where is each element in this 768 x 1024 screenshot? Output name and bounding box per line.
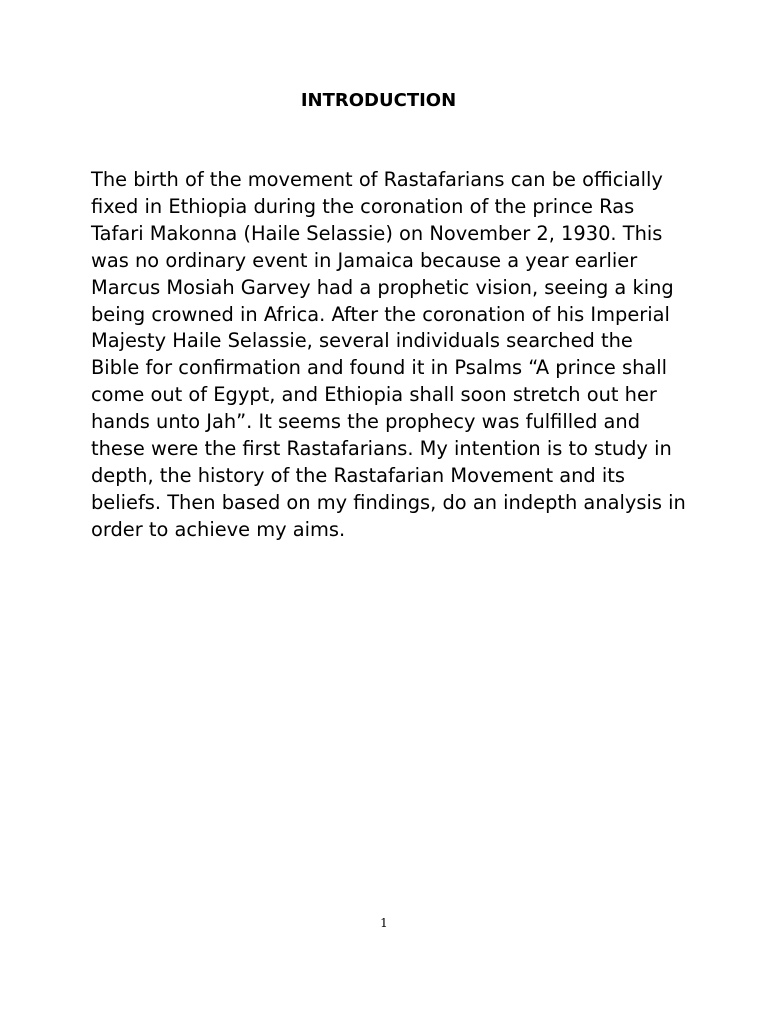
introduction-paragraph: The birth of the movement of Rastafarians can be officially fixed in Ethiopia during the coronation of the prince Ras Tafari Makonna (Haile Selassie) on November 2, 1930. This was no ordinary event in Jamaica because a year earlier Marcus Mosiah Garvey had a prophetic vision, seeing a king being crowned in Africa. After the coronation of his Imperial Majesty Haile Selassie, several individuals searched the Bible for confirmation and found it in Psalms “A prince shall come out of Egypt, and Ethiopia shall soon stretch out her hands unto Jah”. It seems the prophecy was fulfilled and these were the first Rastafarians. My intention is to study in depth, the history of the Rastafarian Movement and its beliefs. Then based on my findings, do an indepth analysis in order to achieve my aims. <box>91 168 686 541</box>
page-number: 1 <box>380 916 388 930</box>
page-title: INTRODUCTION <box>300 90 457 111</box>
